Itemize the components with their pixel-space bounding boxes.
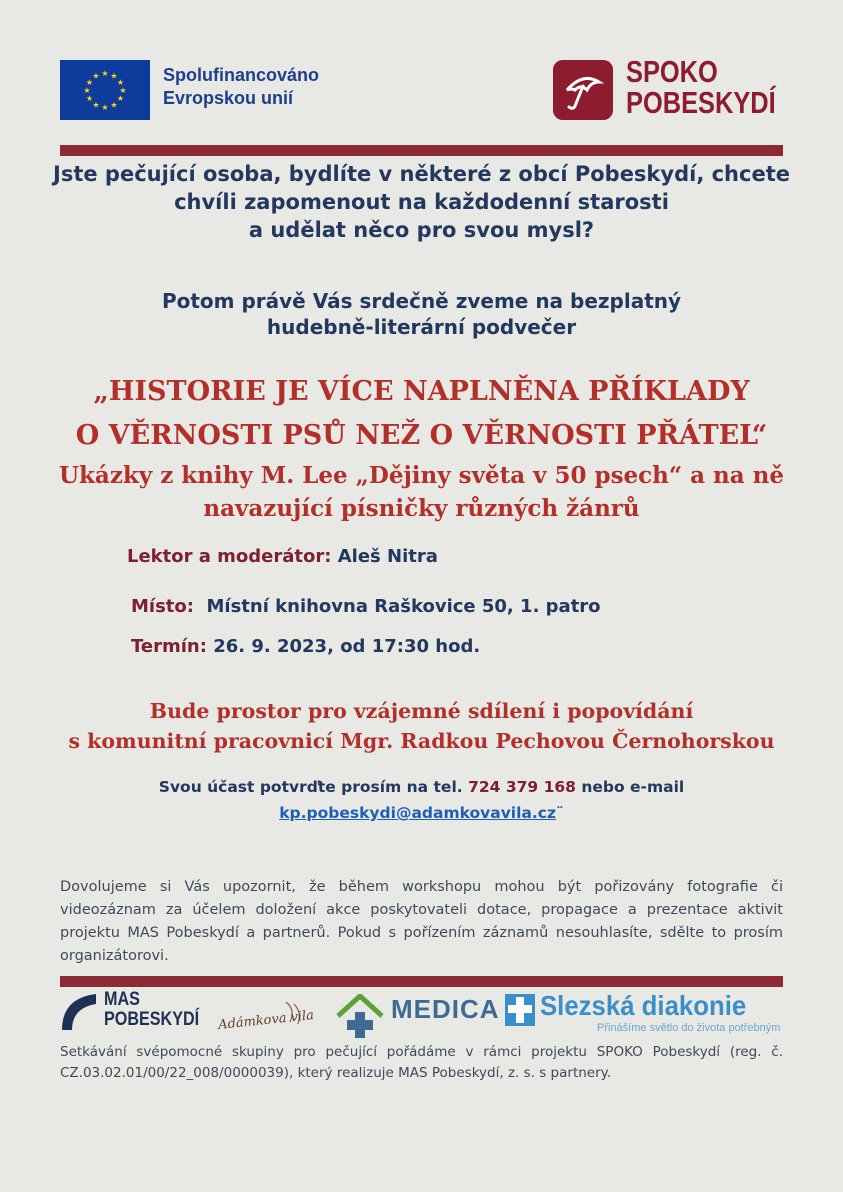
svg-text:★: ★ (85, 78, 94, 87)
svg-text:★: ★ (101, 69, 109, 78)
mas-pobeskydi-logo: MAS POBESKYDÍ (104, 989, 200, 1030)
intro-question: Jste pečující osoba, bydlíte v některé z obcí Pobeskydí, chcete chvíli zapomenout na každodenní starosti a udělat něco pro svou mysl? (53, 162, 790, 242)
svg-text:★: ★ (110, 100, 118, 110)
medica-cross-icon (334, 994, 386, 1038)
invitation-text: Potom právě Vás srdečně zveme na bezplatný hudebně-literární podvečer (161, 289, 682, 339)
svg-text:★: ★ (119, 86, 127, 95)
svg-text:★: ★ (116, 94, 125, 103)
project-footer: Setkávání svépomocné skupiny pro pečující pořádáme v rámci projektu SPOKO Pobeskydí (reg. č. CZ.03.02.01/00/22_008/0000039), který realizuje MAS Pobeskydí, z. s. s partnery. (60, 1044, 783, 1081)
slezska-diakonie-logo: Slezská diakonie (540, 990, 747, 1021)
svg-text:★: ★ (85, 94, 94, 103)
contact-suffix: nebo e-mail (581, 778, 685, 796)
event-subtitle: Ukázky z knihy M. Lee „Dějiny světa v 50 psech“ a na ně navazující písničky různých žánrů (58, 462, 785, 522)
date-value: 26. 9. 2023, od 17:30 hod. (213, 636, 481, 657)
photo-notice: Dovolujeme si Vás upozornit, že během workshopu mohou být pořizovány fotografie či videozáznam za účelem doložení akce poskytovateli dotace, propagace a prezentace aktivit projektu MAS Pobeskydí a partnerů. Pokud s pořízením záznamů nesouhlasíte, sdělte to prosím organizátorovi. (60, 879, 783, 964)
svg-text:★: ★ (116, 78, 125, 87)
place-label: Místo: (131, 596, 194, 617)
top-divider (60, 145, 783, 156)
adamkova-vila-logo: Adámkova vila (217, 1008, 315, 1033)
sharing-note: Bude prostor pro vzájemné sdílení i popovídání s komunitní pracovnicí Mgr. Radkou Pechovou Černohorskou (68, 699, 775, 753)
eu-flag-icon (60, 60, 150, 120)
date-line (131, 636, 480, 657)
contact-info (0, 774, 843, 826)
bottom-divider (60, 976, 783, 987)
email-trail: ¨ (556, 804, 564, 822)
spoko-umbrella-icon (553, 60, 613, 120)
slezska-diakonie-icon (505, 994, 535, 1026)
slezska-diakonie-tagline: Přinášíme světlo do života potřebným (597, 1022, 781, 1034)
date-label: Termín: (131, 636, 207, 657)
svg-text:★: ★ (92, 100, 100, 110)
lecturer-line (127, 546, 438, 567)
svg-text:★: ★ (92, 71, 100, 81)
svg-text:★: ★ (110, 71, 118, 81)
email-link[interactable]: kp.pobeskydi@adamkovavila.cz (279, 804, 556, 822)
phone-number[interactable]: 724 379 168 (468, 778, 576, 796)
place-line (131, 596, 601, 617)
eu-cofinanced-label: Spolufinancováno Evropskou unií (163, 65, 320, 108)
place-value: Místní knihovna Raškovice 50, 1. patro (206, 596, 601, 617)
spoko-pobeskydi-logo: SPOKO POBESKYDÍ (626, 54, 776, 120)
medica-logo: MEDICA (391, 994, 500, 1024)
lecturer-label: Lektor a moderátor: (127, 546, 332, 567)
mas-pobeskydi-icon (60, 992, 98, 1030)
lecturer-value: Aleš Nitra (337, 546, 438, 567)
svg-text:★: ★ (83, 86, 91, 95)
contact-prefix: Svou účast potvrďte prosím na tel. (158, 778, 463, 796)
event-title: „HISTORIE JE VÍCE NAPLNĚNA PŘÍKLADY O VĚRNOSTI PSŮ NEŽ O VĚRNOSTI PŘÁTEL“ (75, 376, 768, 451)
svg-text:★: ★ (101, 103, 109, 112)
